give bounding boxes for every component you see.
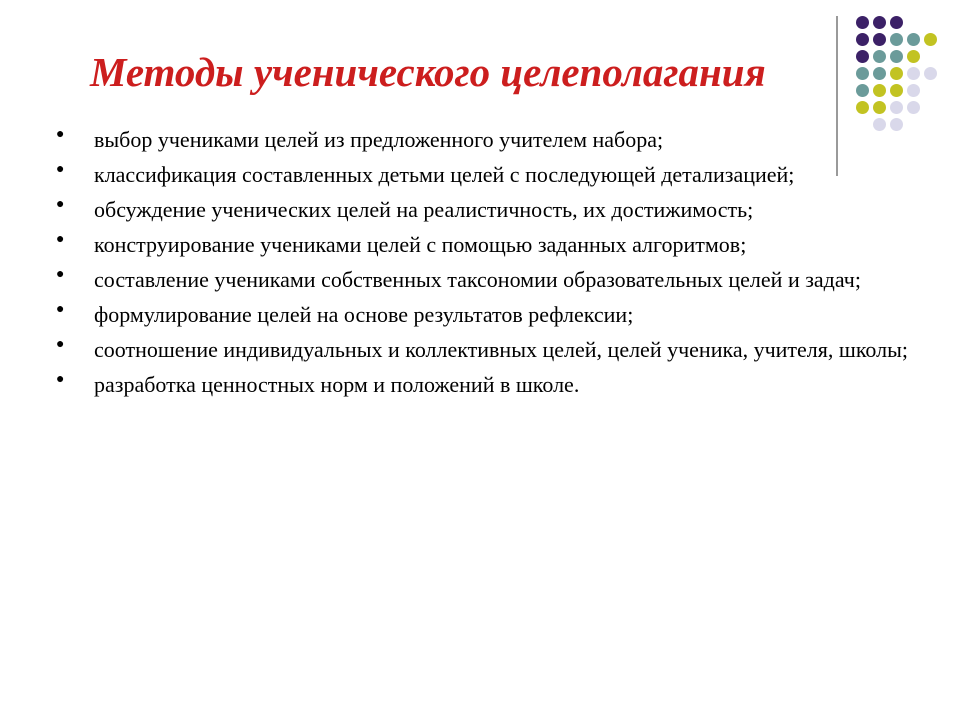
bullet-icon: ● [56,302,65,317]
decorative-dot-teal [856,84,869,97]
bullet-icon: ● [56,127,65,142]
decorative-dot-yellow [856,101,869,114]
decorative-dot-lavender [907,84,920,97]
bullet-icon: ● [56,162,65,177]
decorative-dot-teal [890,33,903,46]
slide-title: Методы ученического целеполагания [90,49,766,95]
decorative-dot-lavender [924,67,937,80]
list-item [56,301,916,329]
decorative-dot-teal [890,50,903,63]
decorative-dot-purple [856,50,869,63]
list-item [56,371,916,399]
list-item-text: формулирование целей на основе результатов рефлексии; [94,302,634,327]
decorative-dot-purple [856,16,869,29]
list-item [56,161,916,189]
list-item [56,231,916,259]
decorative-dot-teal [856,67,869,80]
decorative-dot-yellow [873,84,886,97]
decorative-dot-teal [907,33,920,46]
decorative-dot-yellow [873,101,886,114]
list-item-text: разработка ценностных норм и положений в школе. [94,372,580,397]
decorative-dot-lavender [907,101,920,114]
decorative-dot-yellow [890,67,903,80]
decorative-dot-purple [873,33,886,46]
decorative-dot-yellow [907,50,920,63]
bullet-list [56,126,916,406]
list-item-text: классификация составленных детьми целей с последующей детализацией; [94,162,795,187]
list-item [56,126,916,154]
decorative-dot-teal [873,67,886,80]
list-item [56,196,916,224]
decorative-dot-purple [856,33,869,46]
list-item-text: конструирование учениками целей с помощью заданных алгоритмов; [94,232,747,257]
decorative-dot-purple [890,16,903,29]
bullet-icon: ● [56,232,65,247]
list-item-text: соотношение индивидуальных и коллективных целей, целей ученика, учителя, школы; [94,337,908,362]
list-item-text: обсуждение ученических целей на реалистичность, их достижимость; [94,197,754,222]
decorative-dot-purple [873,16,886,29]
list-item-text: составление учениками собственных таксономии образовательных целей и задач; [94,267,861,292]
decorative-dot-lavender [907,67,920,80]
decorative-dot-teal [873,50,886,63]
bullet-icon: ● [56,197,65,212]
decorative-dot-yellow [924,33,937,46]
decorative-dot-lavender [890,101,903,114]
decorative-dot-yellow [890,84,903,97]
list-item [56,336,916,364]
bullet-icon: ● [56,337,65,352]
list-item-text: выбор учениками целей из предложенного учителем набора; [94,127,664,152]
list-item [56,266,916,294]
bullet-icon: ● [56,372,65,387]
bullet-icon: ● [56,267,65,282]
